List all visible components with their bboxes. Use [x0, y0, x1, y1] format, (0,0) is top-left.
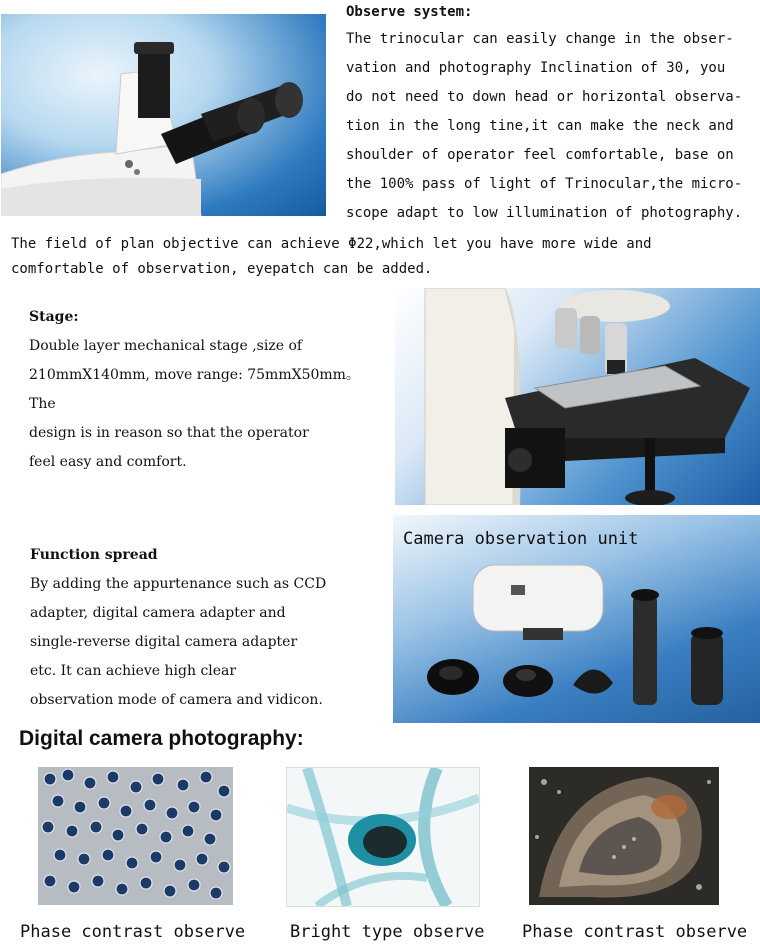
gallery-title: Digital camera photography: — [19, 727, 304, 750]
observe-full-line: comfortable of observation, eyepatch can be added. — [11, 261, 433, 277]
stage-line: design is in reason so that the operator — [29, 425, 309, 441]
observe-line: The trinocular can easily change in the obser- — [346, 31, 734, 47]
tissue-section-illustration — [529, 767, 719, 905]
trinocular-illustration — [1, 14, 326, 216]
stage-line: feel easy and comfort. — [29, 454, 187, 470]
stage-paragraph — [29, 332, 379, 477]
blood-cells-illustration — [38, 767, 233, 905]
observe-full-paragraph — [11, 232, 756, 282]
function-paragraph — [30, 570, 380, 715]
function-line: single-reverse digital camera adapter — [30, 634, 298, 650]
caption-phase-contrast-1: Phase contrast observe — [20, 922, 246, 942]
observe-paragraph — [346, 25, 756, 228]
stage-illustration — [395, 288, 760, 505]
observe-full-line: The field of plan objective can achieve Φ22,which let you have more wide and — [11, 236, 652, 252]
function-line: adapter, digital camera adapter and — [30, 605, 286, 621]
camera-unit-image — [393, 515, 760, 723]
stage-line: 210mmX140mm, move range: 75mmX50mm。The — [29, 367, 360, 412]
stained-tissue-illustration — [287, 768, 479, 906]
observe-line: shoulder of operator feel comfortable, base on — [346, 147, 734, 163]
phase-contrast-image-1 — [38, 767, 233, 905]
camera-accessories-illustration — [393, 515, 760, 723]
function-line: By adding the appurtenance such as CCD — [30, 576, 327, 592]
stage-image — [395, 288, 760, 505]
observe-title: Observe system: — [346, 4, 473, 20]
function-title: Function spread — [30, 547, 158, 563]
function-line: observation mode of camera and vidicon. — [30, 692, 323, 708]
function-line: etc. It can achieve high clear — [30, 663, 237, 679]
stage-line: Double layer mechanical stage ,size of — [29, 338, 303, 354]
bright-type-image — [286, 767, 480, 907]
trinocular-head-image — [1, 14, 326, 216]
observe-line: do not need to down head or horizontal observa- — [346, 89, 743, 105]
stage-title: Stage: — [29, 309, 79, 325]
caption-phase-contrast-2: Phase contrast observe — [522, 922, 748, 942]
observe-line: vation and photography Inclination of 30, you — [346, 60, 726, 76]
observe-line: scope adapt to low illumination of photography. — [346, 205, 743, 221]
phase-contrast-image-2 — [529, 767, 719, 905]
caption-bright-type: Bright type observe — [290, 922, 485, 942]
observe-line: tion in the long tine,it can make the neck and — [346, 118, 734, 134]
camera-unit-label: Camera observation unit — [403, 529, 639, 549]
observe-line: the 100% pass of light of Trinocular,the micro- — [346, 176, 743, 192]
